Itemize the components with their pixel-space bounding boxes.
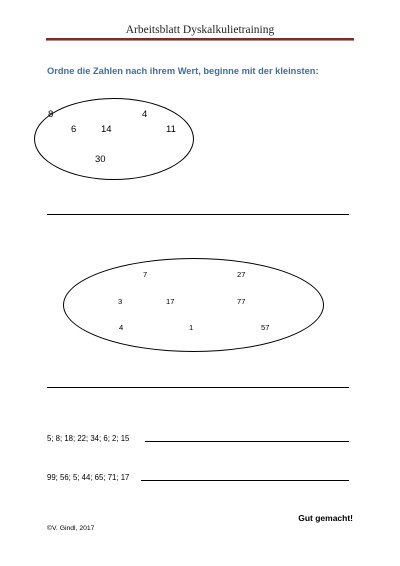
number-item: 6: [71, 124, 77, 135]
number-item: 1: [189, 323, 194, 332]
number-ellipse-1: [34, 98, 194, 180]
number-ellipse-2: [63, 258, 324, 352]
number-item: 77: [237, 297, 246, 306]
number-item: 4: [142, 109, 148, 120]
answer-line-4[interactable]: [141, 480, 349, 481]
praise-text: Gut gemacht!: [298, 513, 353, 523]
answer-line-2[interactable]: [47, 387, 349, 388]
number-item: 57: [261, 323, 270, 332]
header-divider: [46, 38, 354, 41]
number-item: 14: [101, 124, 112, 135]
copyright-footer: ©V. Gindl, 2017: [47, 525, 95, 532]
number-item: 30: [95, 154, 106, 165]
answer-line-3[interactable]: [145, 441, 349, 442]
task-instruction: Ordne die Zahlen nach ihrem Wert, beginne mit der kleinsten:: [47, 66, 319, 76]
number-item: 8: [48, 109, 54, 120]
number-item: 3: [118, 297, 123, 306]
number-item: 11: [166, 124, 176, 135]
answer-line-1[interactable]: [47, 214, 349, 215]
number-item: 4: [119, 323, 124, 332]
number-item: 27: [237, 270, 246, 279]
number-sequence-2: 99; 56; 5; 44; 65; 71; 17: [47, 473, 130, 482]
number-item: 17: [166, 297, 175, 306]
page-header-title: Arbeitsblatt Dyskalkulietraining: [125, 24, 275, 36]
number-sequence-1: 5; 8; 18; 22; 34; 6; 2; 15: [47, 434, 130, 443]
number-item: 7: [143, 270, 148, 279]
